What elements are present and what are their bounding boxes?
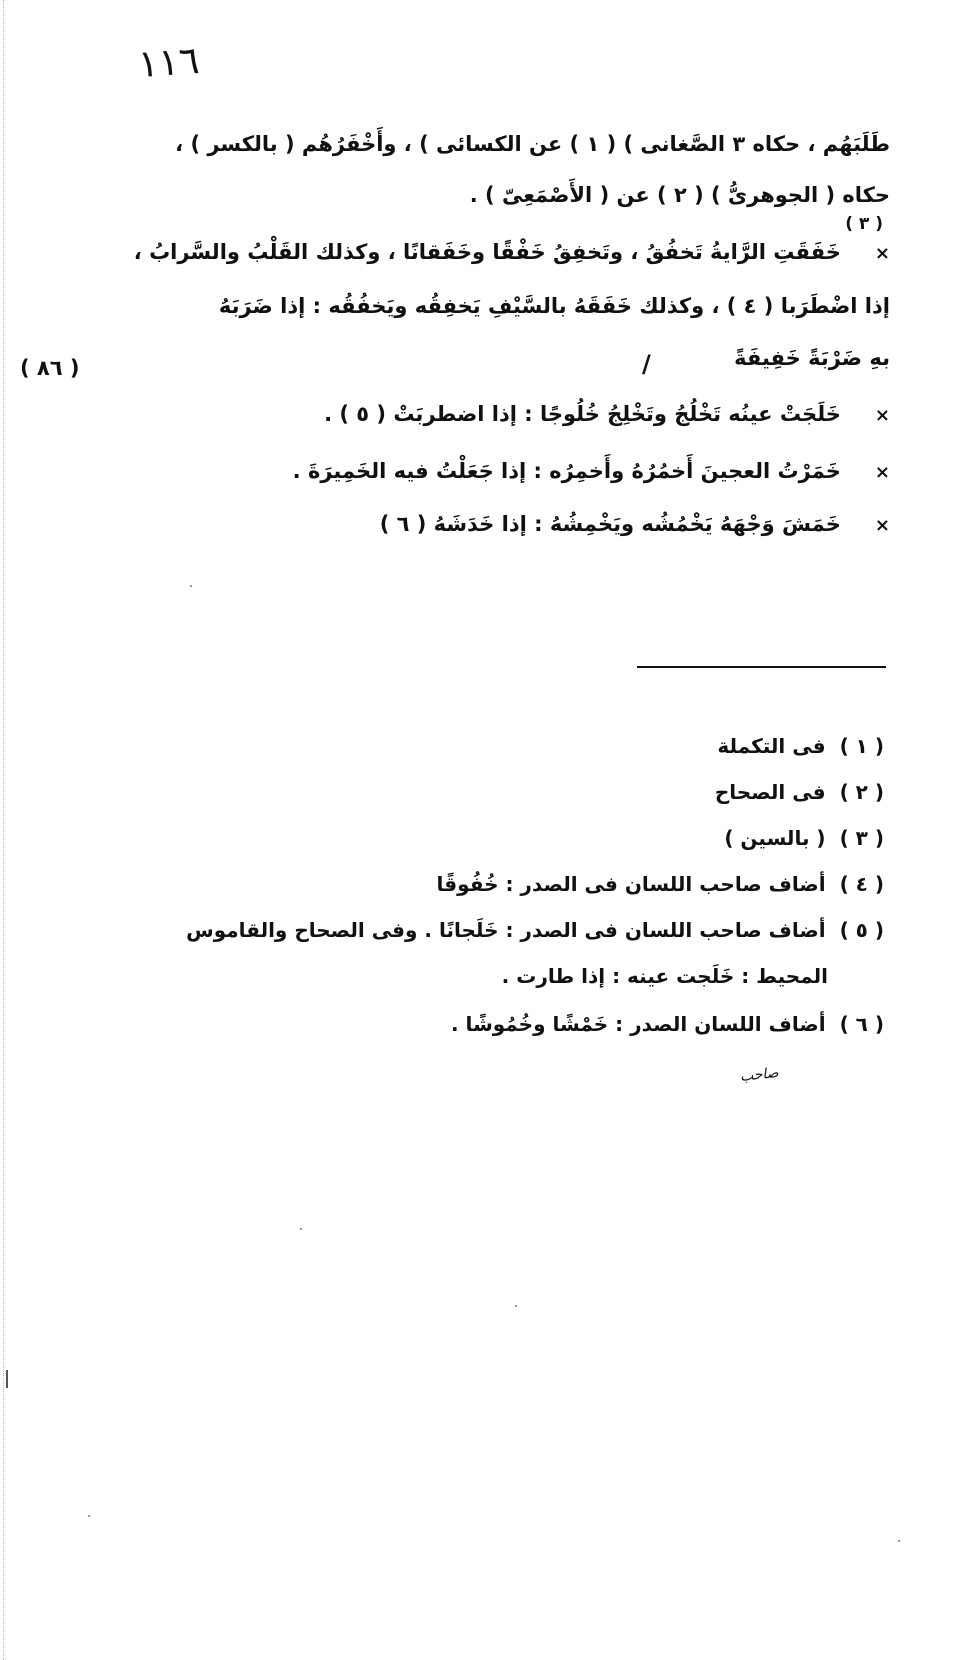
footnote-ref-3: ( ٣ ) [845,214,883,234]
body-line-4: إذا اضْطَرَبا ( ٤ ) ، وكذلك خَفَقَهُ بالسَّيْفِ يَخفِقُه ويَخفُقُه : إذا ضَرَبَهُ [218,294,890,318]
entry-text: خَمَشَ وَجْهَهُ يَخْمُشُه ويَخْمِشُهُ : إذا خَدَشَهُ ( ٦ ) [379,512,841,536]
entry-bullet: × [874,243,890,264]
entry-text: خَمَرْتُ العجينَ أَخمُرُهُ وأَخمِرُه : إذا جَعَلْتُ فيه الخَمِيرَةَ . [292,459,841,483]
page-edge-dots [3,0,4,1660]
entry-text: خَفَقَتِ الرَّايةُ تَخفُقُ ، وتَخفِقُ خَفْقًا وخَفَقانًا ، وكذلك القَلْبُ والسَّرابُ ، [133,240,841,264]
footnote-number: ( ١ ) [839,734,884,758]
footnote-text: فى الصحاح [714,780,826,804]
body-line-8 [380,512,890,537]
footnote-text: ( بالسين ) [724,826,826,850]
footnote-5 [186,918,884,942]
page-number: ١١٦ [136,37,201,87]
entry-bullet: × [874,462,890,483]
footnote-5-continued [502,964,828,988]
entry-bullet: × [874,515,890,536]
margin-page-number: ( ٨٦ ) [20,356,80,380]
entry-bullet: × [874,405,890,426]
footnote-number: ( ٣ ) [839,826,884,850]
body-line-6 [324,402,890,427]
footnote-separator [637,666,886,668]
edge-mark [6,1370,8,1388]
footnote-number: ( ٦ ) [839,1012,884,1036]
scan-speck [300,1228,302,1230]
body-line-2: حكاه ( الجوهرىُّ ) ( ٢ ) عن ( الأَصْمَعِىّ ) . [469,183,890,207]
scan-speck [190,585,192,587]
footnote-number: ( ٢ ) [839,780,884,804]
body-line-5: بهِ ضَرْبَةً خَفِيفَةً [734,346,890,370]
footnote-2 [715,780,884,804]
scan-speck [898,1540,900,1542]
slash-mark: / [642,350,651,378]
scan-speck [515,1305,517,1307]
handwritten-note: صاحب [739,1065,780,1085]
footnote-number: ( ٤ ) [839,872,884,896]
footnote-text: المحيط : خَلَجت عينه : إذا طارت . [501,964,828,988]
footnote-text: فى التكملة [717,734,826,758]
footnote-6 [451,1012,884,1036]
footnote-text: أضاف اللسان الصدر : خَمْشًا وخُمُوشًا . [451,1012,826,1036]
scan-speck [88,1515,90,1517]
footnote-3 [724,826,884,850]
footnote-4 [437,872,884,896]
footnote-number: ( ٥ ) [839,918,884,942]
footnote-1 [717,734,884,758]
entry-text: خَلَجَتْ عينُه تَخْلُجُ وتَخْلِجُ خُلُوجًا : إذا اضطربَتْ ( ٥ ) . [324,402,841,426]
body-line-7 [293,459,890,484]
body-line-3 [134,240,890,265]
body-line-1: طَلَبَهُم ، حكاه ٣ الصَّغانى ) ( ١ ) عن الكسائى ) ، وأَخْفَرُهُم ( بالكسر ) ، [175,132,890,156]
footnote-text: أضاف صاحب اللسان فى الصدر : خُفُوقًا [436,872,826,896]
footnote-text: أضاف صاحب اللسان فى الصدر : خَلَجانًا . وفى الصحاح والقاموس [186,918,826,942]
